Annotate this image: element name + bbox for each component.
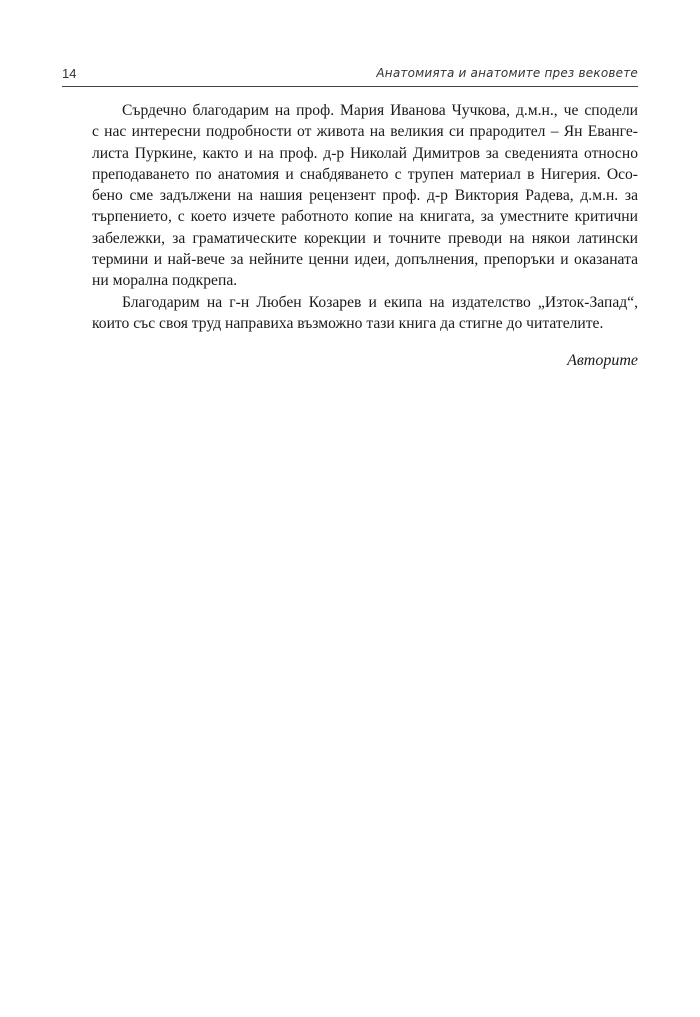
text-line: термини и най-вече за нейните ценни идеи, допълнения, препоръки и оказаната (92, 251, 638, 269)
body-text (62, 100, 638, 334)
text-line: забележки, за граматическите корекции и точните преводи на някои латински (92, 229, 638, 247)
text-line: ни морална подкрепа. (92, 272, 238, 290)
text-line: Сърдечно благодарим на проф. Мария Иванова Чучкова, д.м.н., че сподели (122, 102, 638, 119)
paragraph-publisher-thanks (62, 292, 638, 335)
text-line: които със своя труд направиха възможно тази книга да стигне до читателите. (92, 314, 604, 332)
signature: Авторите (567, 352, 638, 369)
text-line: бено сме задължени на нашия рецензент проф. д-р Виктория Радева, д.м.н. за (92, 187, 638, 205)
page-number: 14 (62, 66, 77, 81)
page-header (62, 64, 638, 87)
text-line: с нас интересни подробности от живота на великия си прародител – Ян Еванге- (92, 123, 638, 141)
text-line: търпението, с което изчете работното копие на книгата, за уместните критични (92, 208, 638, 226)
paragraph-acknowledgements (62, 100, 638, 292)
text-line: листа Пуркине, както и на проф. д-р Николай Димитров за сведенията относно (92, 144, 638, 162)
text-line: преподаването по анатомия и снабдяването с трупен материал в Нигерия. Осо- (92, 165, 638, 183)
running-title: Анатомията и анатомите през вековете (376, 66, 638, 80)
text-line: Благодарим на г-н Любен Козарев и екипа на издателство „Изток-Запад“, (122, 293, 638, 311)
